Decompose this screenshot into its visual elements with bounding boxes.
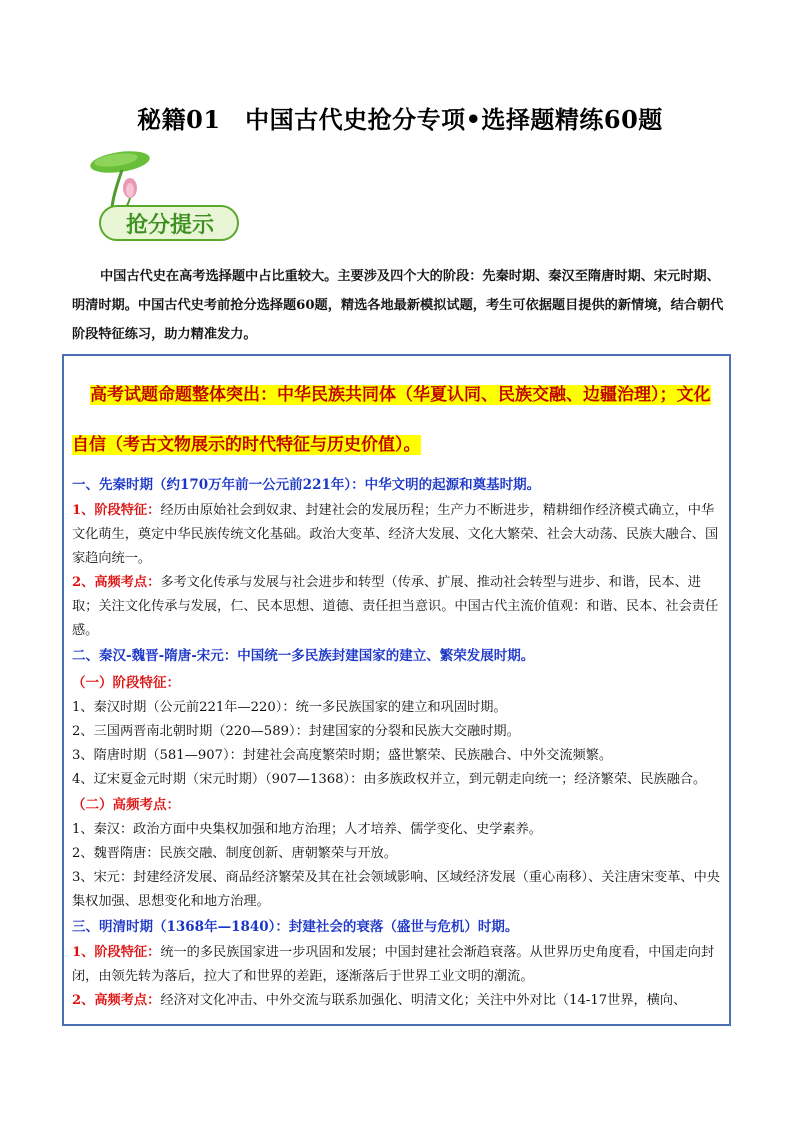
list-item: 3、宋元：封建经济发展、商品经济繁荣及其在社会领域影响、区域经济发展（重心南移）、关注唐宋变革、中央集权加强、思想变化和地方治理。 bbox=[72, 870, 720, 909]
list-item: 1、秦汉：政治方面中央集权加强和地方治理；人才培养、儒学变化、史学素养。 bbox=[72, 822, 542, 837]
feature-label: 1、阶段特征： bbox=[72, 503, 161, 518]
list-item: 4、辽宋夏金元时期（宋元时期）（907—1368）：由多族政权并立，到元朝走向统一；经济繁荣、民族融合。 bbox=[72, 772, 707, 787]
list-item: 3、隋唐时期（581—907）：封建社会高度繁荣时期；盛世繁荣、民族融合、中外交流频繁。 bbox=[72, 748, 613, 763]
focus-label: 2、高频考点： bbox=[72, 575, 161, 590]
box-headline bbox=[72, 370, 721, 470]
section-3-feature bbox=[72, 941, 721, 989]
section-1-focus bbox=[72, 571, 721, 643]
section-1-heading: 一、先秦时期（约170万年前一公元前221年）：中华文明的起源和奠基时期。 bbox=[72, 477, 541, 493]
section-2-sub2: （二）高频考点： bbox=[72, 797, 180, 813]
logo-text: 抢分提示 bbox=[125, 213, 215, 238]
list-item: 1、秦汉时期（公元前221年—220）：统一多民族国家的建立和巩固时期。 bbox=[72, 700, 507, 715]
focus-label: 2、高频考点： bbox=[72, 993, 161, 1008]
section-3-heading: 三、明清时期（1368年—1840）：封建社会的衰落（盛世与危机）时期。 bbox=[72, 919, 519, 935]
list-item: 2、三国两晋南北朝时期（220—589）：封建国家的分裂和民族大交融时期。 bbox=[72, 724, 520, 739]
feature-text: 经历由原始社会到奴隶、封建社会的发展历程；生产力不断进步，精耕细作经济模式确立，中华文化萌生，奠定中华民族传统文化基础。政治大变革、经济大发展、文化大繁荣、社会大动荡、民族大融合、国家趋向统一。 bbox=[72, 503, 719, 566]
section-2-heading: 二、秦汉-魏晋-隋唐-宋元：中国统一多民族封建国家的建立、繁荣发展时期。 bbox=[72, 648, 535, 664]
headline-highlight: 高考试题命题整体突出：中华民族共同体（华夏认同、民族交融、边疆治理）；文化自信（考古文物展示的时代特征与历史价值）。 bbox=[72, 385, 711, 455]
focus-text: 经济对文化冲击、中外交流与联系加强化、明清文化；关注中外对比（14-17世界，横向、 bbox=[160, 993, 687, 1008]
logo-badge bbox=[78, 148, 248, 248]
intro-paragraph: 中国古代史在高考选择题中占比重较大。主要涉及四个大的阶段：先秦时期、秦汉至隋唐时期、宋元时期、明清时期。中国古代史考前抢分选择题60题，精选各地最新模拟试题，考生可依据题目提供的新情境，结合朝代阶段特征练习，助力精准发力。 bbox=[72, 269, 724, 342]
feature-label: 1、阶段特征： bbox=[72, 945, 161, 960]
list-item: 2、魏晋隋唐：民族交融、制度创新、唐朝繁荣与开放。 bbox=[72, 846, 397, 861]
section-3-focus bbox=[72, 989, 721, 1013]
focus-text: 多考文化传承与发展与社会进步和转型（传承、扩展、推动社会转型与进步、和谐，民本、进取；关注文化传承与发展，仁、民本思想、道德、责任担当意识。中国古代主流价值观：和谐、民本、社会责任感。 bbox=[72, 575, 719, 638]
summary-box bbox=[62, 354, 731, 1026]
page-title: 秘籍01 中国古代史抢分专项•选择题精练60题 bbox=[137, 105, 663, 134]
section-1-feature bbox=[72, 499, 721, 571]
feature-text: 统一的多民族国家进一步巩固和发展；中国封建社会渐趋衰落。从世界历史角度看，中国走向封闭，由领先转为落后，拉大了和世界的差距，逐渐落后于世界工业文明的潮流。 bbox=[72, 945, 715, 984]
lotus-leaf-icon bbox=[78, 148, 248, 248]
section-2-sub1: （一）阶段特征： bbox=[72, 675, 180, 691]
